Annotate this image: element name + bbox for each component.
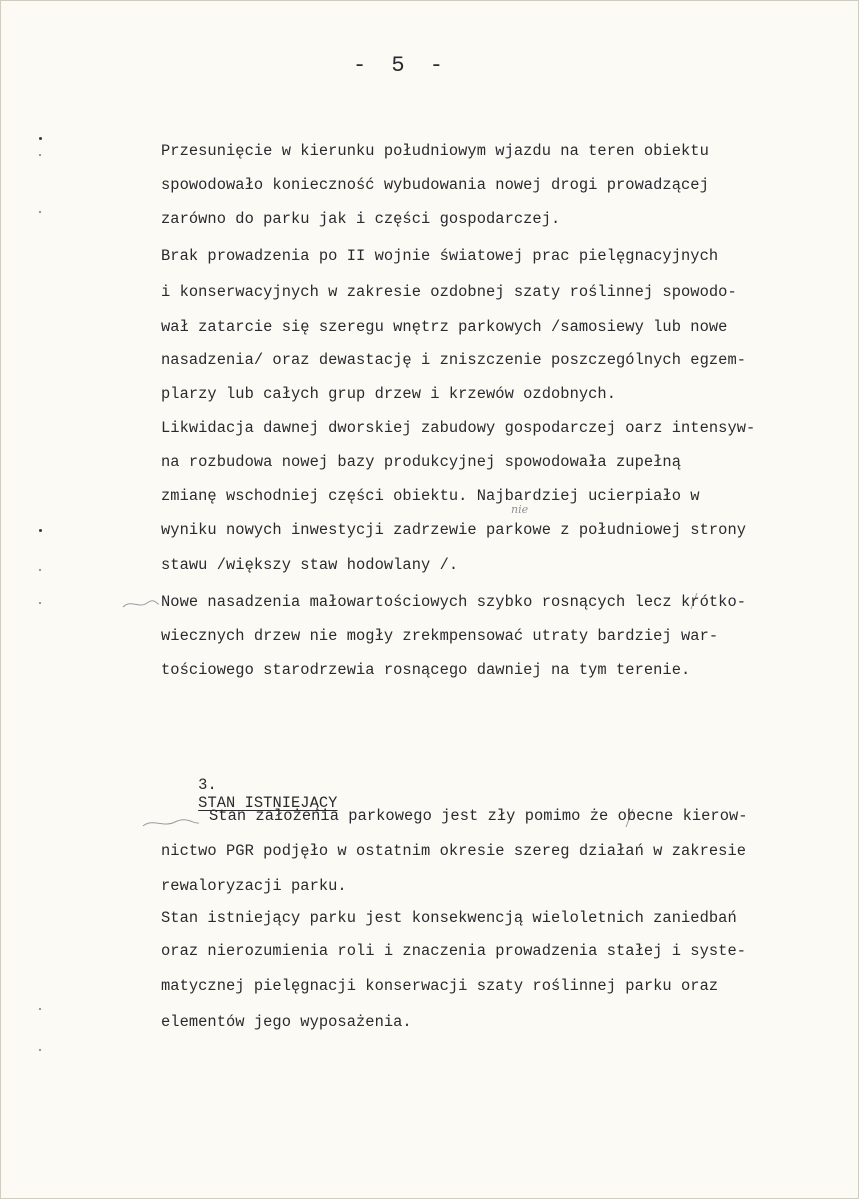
pencil-mark — [141, 816, 201, 830]
margin-dot — [39, 529, 42, 532]
text-line: rewaloryzacji parku. — [161, 877, 347, 895]
text-line: wiecznych drzew nie mogły zrekmpensować utraty bardziej war- — [161, 627, 719, 645]
margin-dot — [39, 154, 41, 156]
margin-dot — [39, 137, 42, 140]
section-number: 3. — [198, 776, 217, 794]
text-line: wyniku nowych inwestycji zadrzewie parkowe z południowej strony — [161, 521, 747, 539]
text-line: elementów jego wyposażenia. — [161, 1013, 412, 1031]
section-title: STAN ISTNIEJĄCY — [198, 794, 338, 812]
text-line: na rozbudowa nowej bazy produkcyjnej spowodowała zupełną — [161, 453, 682, 471]
text-line: Nowe nasadzenia małowartościowych szybko rosnących lecz krótko- — [161, 593, 747, 611]
handwritten-annotation: nie — [511, 503, 529, 516]
text-line: nictwo PGR podjęło w ostatnim okresie szereg działań w zakresie — [161, 842, 747, 860]
text-line: matycznej pielęgnacji konserwacji szaty roślinnej parku oraz — [161, 977, 719, 995]
text-line: i konserwacyjnych w zakresie ozdobnej szaty roślinnej spowodo- — [161, 283, 737, 301]
text-line: Przesunięcie w kierunku południowym wjazdu na teren obiektu — [161, 142, 709, 160]
text-line: wał zatarcie się szeregu wnętrz parkowych /samosiewy lub nowe — [161, 318, 728, 336]
text-line: Brak prowadzenia po II wojnie światowej prac pielęgnacyjnych — [161, 247, 719, 265]
page-number: - 5 - — [353, 53, 450, 78]
margin-dot — [39, 569, 41, 571]
text-line: zarówno do parku jak i części gospodarczej. — [161, 210, 561, 228]
margin-dot — [39, 1008, 41, 1010]
text-line: plarzy lub całych grup drzew i krzewów ozdobnych. — [161, 385, 617, 403]
text-line: zmianę wschodniej części obiektu. Najbardziej ucierpiało w — [161, 487, 700, 505]
text-line: Stan istniejący parku jest konsekwencją wieloletnich zaniedbań — [161, 909, 737, 927]
pencil-mark — [121, 597, 161, 611]
text-line: oraz nierozumienia roli i znaczenia prowadzenia stałej i syste- — [161, 942, 747, 960]
text-line: tościowego starodrzewia rosnącego dawniej na tym terenie. — [161, 661, 691, 679]
text-line: nasadzenia/ oraz dewastację i zniszczenie poszczególnych egzem- — [161, 351, 747, 369]
text-line: Stan założenia parkowego jest zły pomimo że obecne kierow- — [209, 807, 748, 825]
text-line: Likwidacja dawnej dworskiej zabudowy gospodarczej oarz intensyw- — [161, 419, 756, 437]
margin-dot — [39, 602, 41, 604]
margin-dot — [39, 211, 41, 213]
text-line: spowodowało konieczność wybudowania nowej drogi prowadzącej — [161, 176, 709, 194]
text-line: stawu /większy staw hodowlany /. — [161, 556, 459, 574]
margin-dot — [39, 1049, 41, 1051]
